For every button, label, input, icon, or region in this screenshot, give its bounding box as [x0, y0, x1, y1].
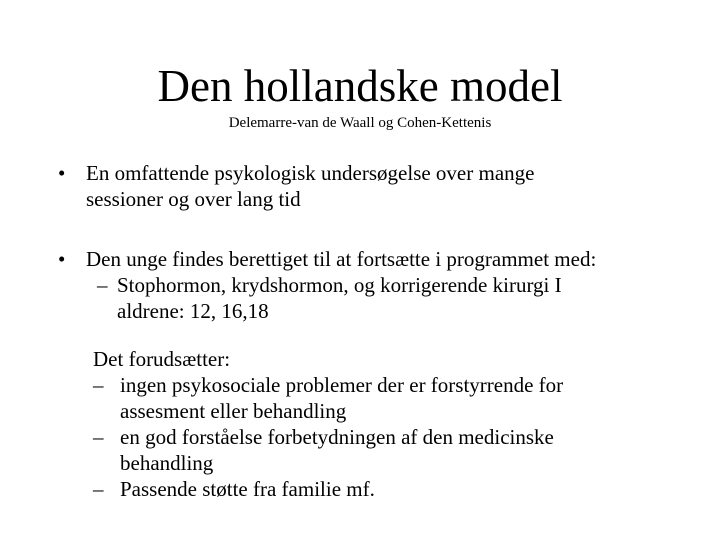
dash-marker: –	[97, 273, 108, 297]
bullet-marker: •	[58, 247, 66, 271]
bullet-text-line: sessioner og over lang tid	[86, 187, 301, 211]
bullet-text-line: Den unge findes berettiget til at fortsætte i programmet med:	[86, 247, 597, 271]
dash-marker: –	[93, 425, 104, 449]
conditions-heading: Det forudsætter:	[93, 347, 231, 371]
bullet-text-line: En omfattende psykologisk undersøgelse over mange	[86, 161, 535, 185]
dash-marker: –	[93, 477, 104, 501]
condition-text-line: ingen psykosociale problemer der er forstyrrende for	[120, 373, 564, 397]
sub-bullet-text-line: aldrene: 12, 16,18	[117, 299, 269, 323]
sub-bullet-text-line: Stophormon, krydshormon, og korrigerende kirurgi I	[117, 273, 562, 297]
slide-title: Den hollandske model	[157, 61, 563, 111]
condition-text-line: Passende støtte fra familie mf.	[120, 477, 375, 501]
bullet-item	[58, 160, 698, 212]
condition-text-line: en god forståelse forbetydningen af den medicinske	[120, 425, 554, 449]
bullet-marker: •	[58, 161, 66, 185]
dash-marker: –	[93, 373, 104, 397]
slide-subtitle: Delemarre-van de Waall og Cohen-Kettenis	[228, 115, 492, 131]
condition-text-line: behandling	[120, 451, 214, 475]
condition-text-line: assesment eller behandling	[120, 399, 347, 423]
